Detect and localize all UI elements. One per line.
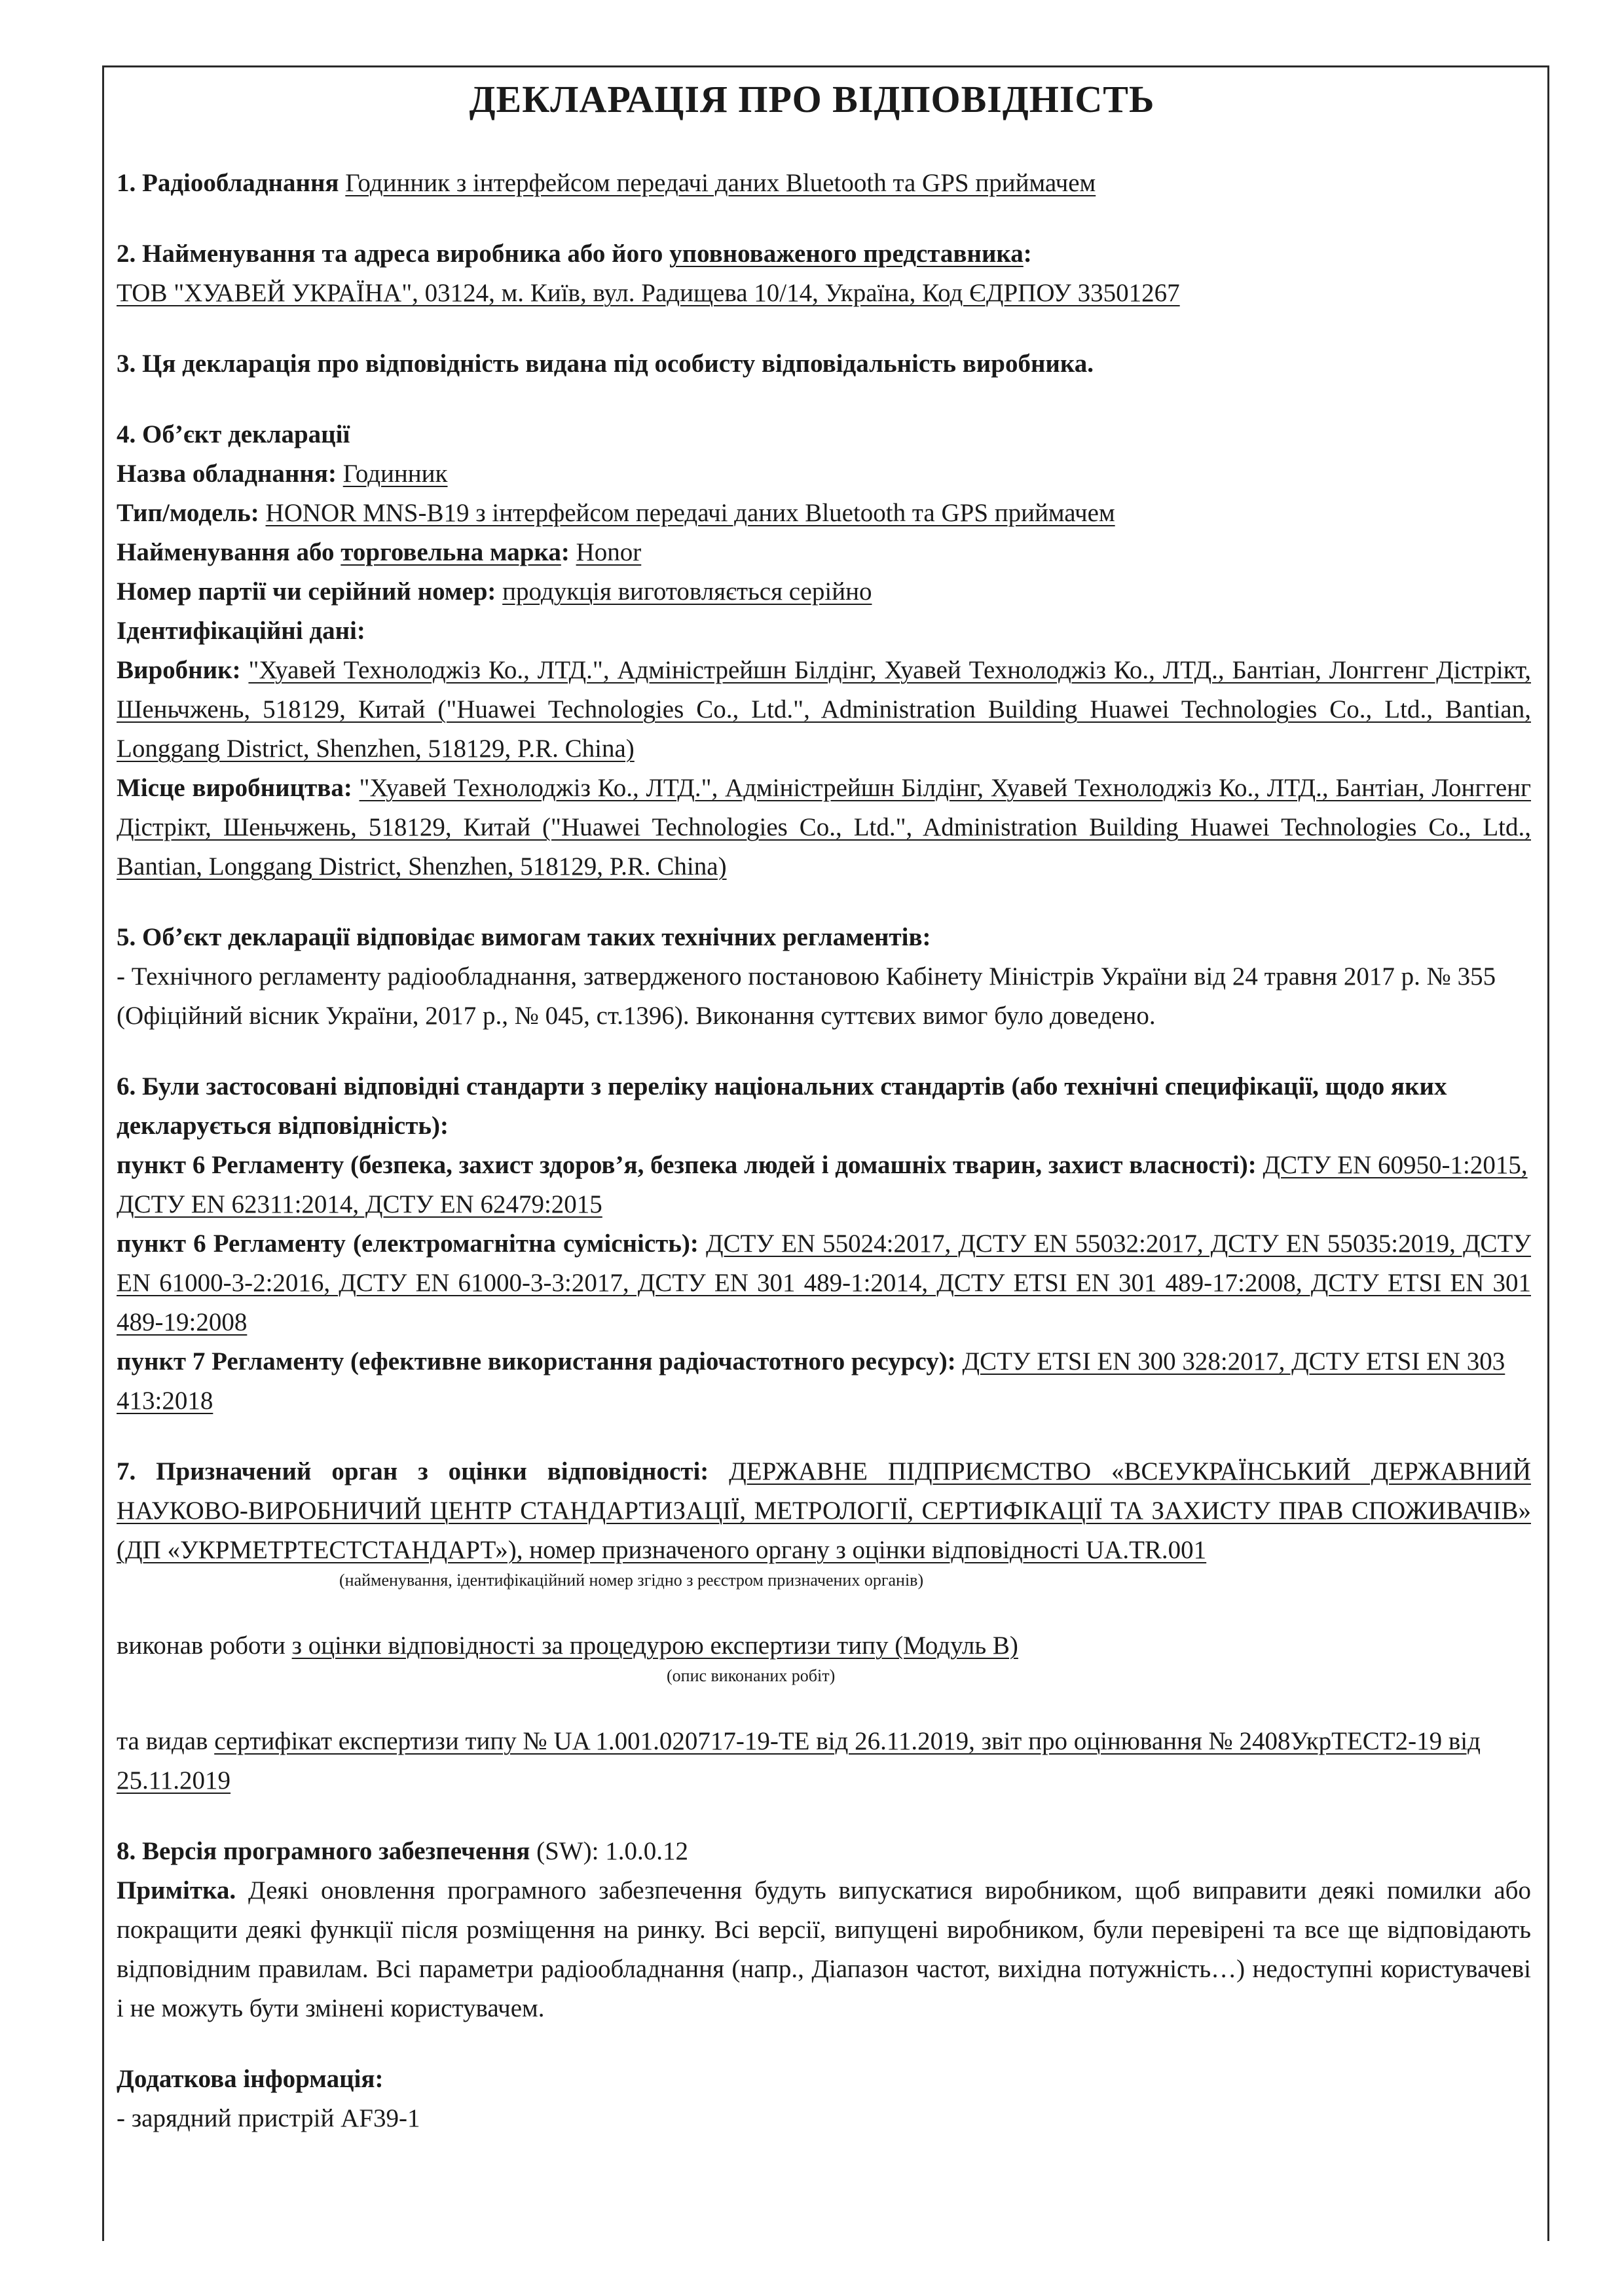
section-5-heading: 5. Об’єкт декларації відповідає вимогам таких технічних регламентів: <box>117 923 931 951</box>
serial-value: продукція виготовляється серійно <box>502 577 872 606</box>
clause-7-radio-label: пункт 7 Регламенту (ефективне використання радіочастотного ресурсу): <box>117 1347 956 1376</box>
clause-7-radio-value: ДСТУ ETSI EN 300 328:2017, ДСТУ ETSI EN 303 413:2018 <box>117 1347 1505 1415</box>
document-body <box>117 164 1531 2170</box>
brand-label-colon: : <box>561 538 570 566</box>
brand-label: Найменування або <box>117 538 335 566</box>
place-label: Місце виробництва: <box>117 774 352 802</box>
clause-6-emc-label: пункт 6 Регламенту (електромагнітна сумісність): <box>117 1230 699 1258</box>
section-5 <box>117 918 1531 1036</box>
work-label: виконав роботи <box>117 1631 286 1660</box>
section-6 <box>117 1067 1531 1421</box>
section-1 <box>117 164 1531 203</box>
work-value: з оцінки відповідності за процедурою експертизи типу (Модуль В) <box>291 1631 1018 1660</box>
section-2-label-rep: уповноваженого представника <box>669 240 1024 268</box>
ident-label: Ідентифікаційні дані: <box>117 617 365 645</box>
software-value: (SW): 1.0.0.12 <box>536 1837 688 1865</box>
section-3 <box>117 344 1531 384</box>
section-8 <box>117 1832 1531 2028</box>
note-text: Деякі оновлення програмного забезпечення будуть випускатися виробником, щоб виправити деякі помилки або покращити деякі функції після розміщення на ринку. Всі версії, випущені виробником, були перевірені та все ще відповідають відповідним правилам. Всі параметри радіообладнання (напр., Діапазон частот, вихідна потужність…) недоступні користувачеві і не можуть бути змінені користувачем. <box>117 1876 1531 2022</box>
model-label: Тип/модель: <box>117 499 259 527</box>
section-2 <box>117 234 1531 313</box>
note-label: Примітка. <box>117 1876 236 1904</box>
clause-6-safety-value: ДСТУ EN 60950-1:2015, ДСТУ EN 62311:2014, ДСТУ EN 62479:2015 <box>117 1151 1528 1218</box>
brand-value: Honor <box>576 538 642 566</box>
name-label: Назва обладнання: <box>117 460 337 488</box>
section-3-text: 3. Ця декларація про відповідність видана під особисту відповідальність виробника. <box>117 350 1094 378</box>
additional-info-item: - зарядний пристрій AF39-1 <box>117 2104 420 2132</box>
section-4 <box>117 415 1531 886</box>
section-2-colon: : <box>1023 240 1032 268</box>
maker-value: "Хуавей Технолоджіз Ко., ЛТД.", Адміністрейшн Білдінг, Хуавей Технолоджіз Ко., ЛТД., Бантіан, Лонггенг Дістрікт, Шеньчжень, 518129, Китай ("Huawei Technologies Co., Ltd.", Administration Building Huawei Technologies Co., Ltd., Bantian, Longgang District, Shenzhen, 518129, P.R. China) <box>117 656 1532 763</box>
brand-label-trademark: торговельна марка <box>341 538 561 566</box>
section-1-label: 1. Радіообладнання <box>117 169 339 197</box>
additional-info-heading: Додаткова інформація: <box>117 2065 384 2093</box>
issued-value: сертифікат експертизи типу № UA 1.001.020717-19-TE від 26.11.2019, звіт про оцінювання № 2408УкрТЕСТ2-19 від 25.11.2019 <box>117 1727 1481 1795</box>
notified-body-label: 7. Призначений орган з оцінки відповідності: <box>117 1457 709 1485</box>
manufacturer-address: ТОВ "ХУАВЕЙ УКРАЇНА", 03124, м. Київ, вул. Радищева 10/14, Україна, Код ЄДРПОУ 33501267 <box>117 279 1180 307</box>
section-7 <box>117 1452 1531 1800</box>
software-label: 8. Версія програмного забезпечення <box>117 1837 530 1865</box>
equipment-value: Годинник з інтерфейсом передачі даних Bluetooth та GPS приймачем <box>345 169 1096 197</box>
model-value: HONOR MNS-B19 з інтерфейсом передачі даних Bluetooth та GPS приймачем <box>265 499 1115 527</box>
clause-6-emc-value: ДСТУ EN 55024:2017, ДСТУ EN 55032:2017, ДСТУ EN 55035:2019, ДСТУ EN 61000-3-2:2016, ДСТУ EN 61000-3-3:2017, ДСТУ EN 301 489-1:2014, ДСТУ ETSI EN 301 489-17:2008, ДСТУ ETSI EN 301 489-19:2008 <box>117 1230 1532 1336</box>
clause-6-safety-label: пункт 6 Регламенту (безпека, захист здоров’я, безпека людей і домашніх тварин, захист власності): <box>117 1151 1257 1179</box>
issued-label: та видав <box>117 1727 208 1755</box>
serial-label: Номер партії чи серійний номер: <box>117 577 496 606</box>
work-caption: (опис виконаних робіт) <box>667 1666 836 1685</box>
section-4-heading: 4. Об’єкт декларації <box>117 420 350 448</box>
section-2-label: 2. Найменування та адреса виробника або його <box>117 240 663 268</box>
notified-body-value: ДЕРЖАВНЕ ПІДПРИЄМСТВО «ВСЕУКРАЇНСЬКИЙ ДЕРЖАВНИЙ НАУКОВО-ВИРОБНИЧИЙ ЦЕНТР СТАНДАРТИЗАЦІЇ, МЕТРОЛОГІЇ, СЕРТИФІКАЦІЇ ТА ЗАХИСТУ ПРАВ СПОЖИВАЧІВ» (ДП «УКРМЕТРТЕСТСТАНДАРТ»), номер призначеного органу з оцінки відповідності UA.TR.001 <box>117 1457 1531 1564</box>
place-value: "Хуавей Технолоджіз Ко., ЛТД.", Адміністрейшн Білдінг, Хуавей Технолоджіз Ко., ЛТД., Бантіан, Лонггенг Дістрікт, Шеньчжень, 518129, Китай ("Huawei Technologies Co., Ltd.", Administration Building Huawei Technologies Co., Ltd., Bantian, Longgang District, Shenzhen, 518129, P.R. China) <box>117 774 1532 881</box>
maker-label: Виробник: <box>117 656 241 684</box>
name-value: Годинник <box>342 460 448 488</box>
section-5-text: - Технічного регламенту радіообладнання, затвердженого постановою Кабінету Міністрів України від 24 травня 2017 р. № 355 (Офіційний вісник України, 2017 р., № 045, ст.1396). Виконання суттєвих вимог було доведено. <box>117 962 1496 1030</box>
additional-info <box>117 2060 1531 2138</box>
notified-body-caption: (найменування, ідентифікаційний номер згідно з реєстром призначених органів) <box>339 1571 924 1590</box>
section-6-heading: 6. Були застосовані відповідні стандарти з переліку національних стандартів (або технічні специфікації, щодо яких декларується відповідність): <box>117 1072 1447 1140</box>
document-title: ДЕКЛАРАЦІЯ ПРО ВІДПОВІДНІСТЬ <box>469 78 1155 120</box>
